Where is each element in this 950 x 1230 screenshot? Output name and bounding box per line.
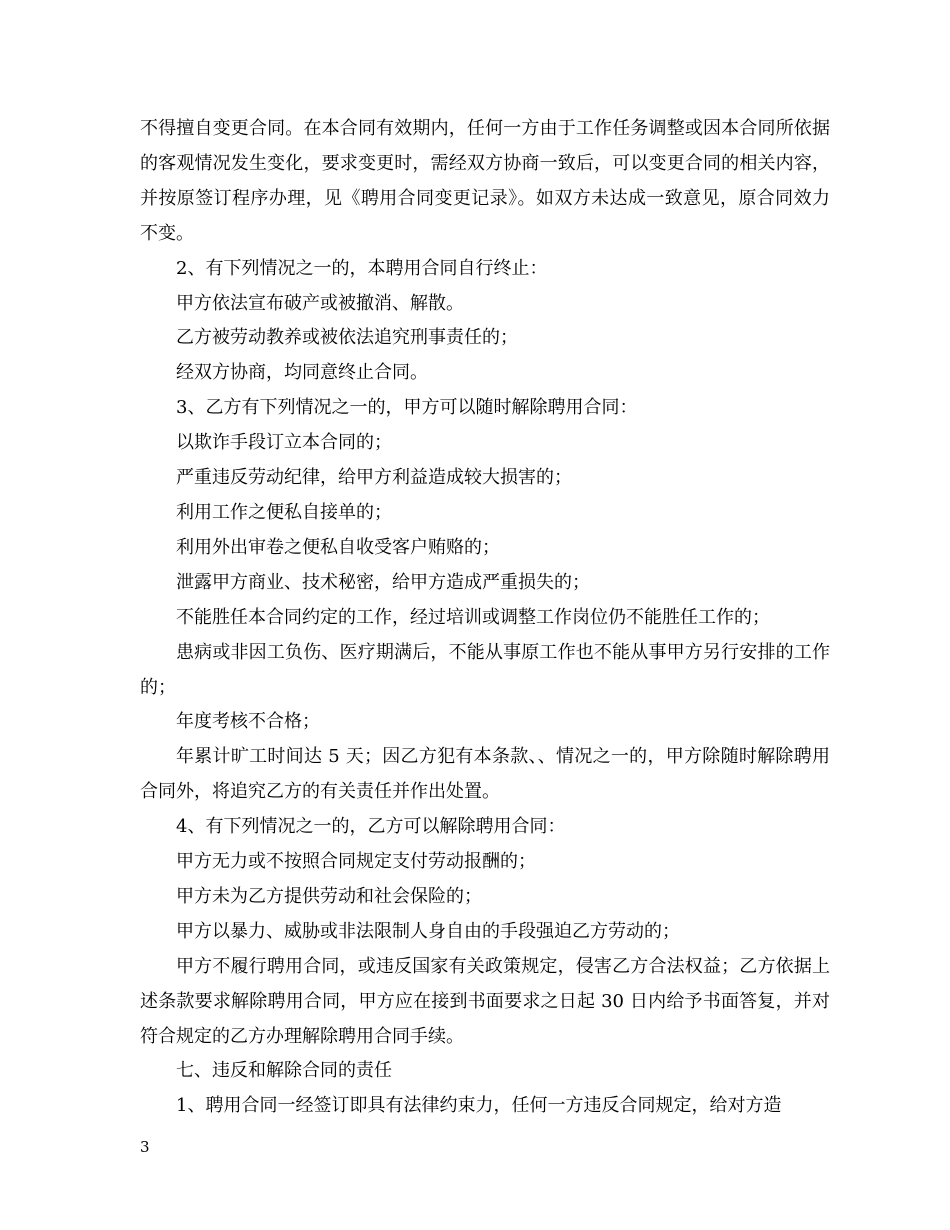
paragraph: 经双方协商，均同意终止合同。	[176, 362, 428, 384]
paragraph: 甲方以暴力、威胁或非法限制人身自由的手段强迫乙方劳动的；	[176, 920, 680, 942]
paragraph: 患病或非因工负伤、医疗期满后，不能从事原工作也不能从事甲方另行安排的工作的；	[140, 641, 830, 698]
section-heading: 七、违反和解除合同的责任	[176, 1060, 392, 1082]
paragraph: 不能胜任本合同约定的工作，经过培训或调整工作岗位仍不能胜任工作的；	[176, 606, 770, 628]
paragraph: 以欺诈手段订立本合同的；	[176, 432, 392, 454]
paragraph: 利用工作之便私自接单的；	[176, 501, 392, 523]
paragraph: 1、聘用合同一经签订即具有法律约束力，任何一方违反合同规定，给对方造	[176, 1095, 782, 1117]
document-body	[140, 112, 830, 1124]
paragraph: 乙方被劳动教养或被依法追究刑事责任的；	[176, 327, 518, 349]
paragraph: 甲方依法宣布破产或被撤消、解散。	[176, 292, 464, 314]
page-number: 3	[140, 1138, 150, 1156]
paragraph: 泄露甲方商业、技术秘密，给甲方造成严重损失的；	[176, 571, 590, 593]
paragraph: 年累计旷工时间达 5 天；因乙方犯有本条款、、情况之一的，甲方除随时解除聘用合同外，将追究乙方的有关责任并作出处置。	[140, 746, 830, 803]
paragraph: 年度考核不合格；	[176, 711, 320, 733]
paragraph: 甲方未为乙方提供劳动和社会保险的；	[176, 885, 482, 907]
paragraph: 甲方不履行聘用合同，或违反国家有关政策规定，侵害乙方合法权益；乙方依据上述条款要求解除聘用合同，甲方应在接到书面要求之日起 30 日内给予书面答复，并对符合规定的乙方办理解除聘用合同手续。	[140, 955, 830, 1047]
paragraph: 甲方无力或不按照合同规定支付劳动报酬的；	[176, 851, 536, 873]
paragraph: 4、有下列情况之一的，乙方可以解除聘用合同：	[176, 816, 566, 838]
paragraph: 不得擅自变更合同。在本合同有效期内，任何一方由于工作任务调整或因本合同所依据的客观情况发生变化，要求变更时，需经双方协商一致后，可以变更合同的相关内容，并按原签订程序办理，见《聘用合同变更记录》。如双方未达成一致意见，原合同效力不变。	[140, 118, 830, 244]
paragraph: 严重违反劳动纪律，给甲方利益造成较大损害的；	[176, 467, 572, 489]
paragraph: 3、乙方有下列情况之一的，甲方可以随时解除聘用合同：	[176, 397, 638, 419]
paragraph: 利用外出审卷之便私自收受客户贿赂的；	[176, 536, 500, 558]
paragraph: 2、有下列情况之一的，本聘用合同自行终止：	[176, 257, 548, 279]
